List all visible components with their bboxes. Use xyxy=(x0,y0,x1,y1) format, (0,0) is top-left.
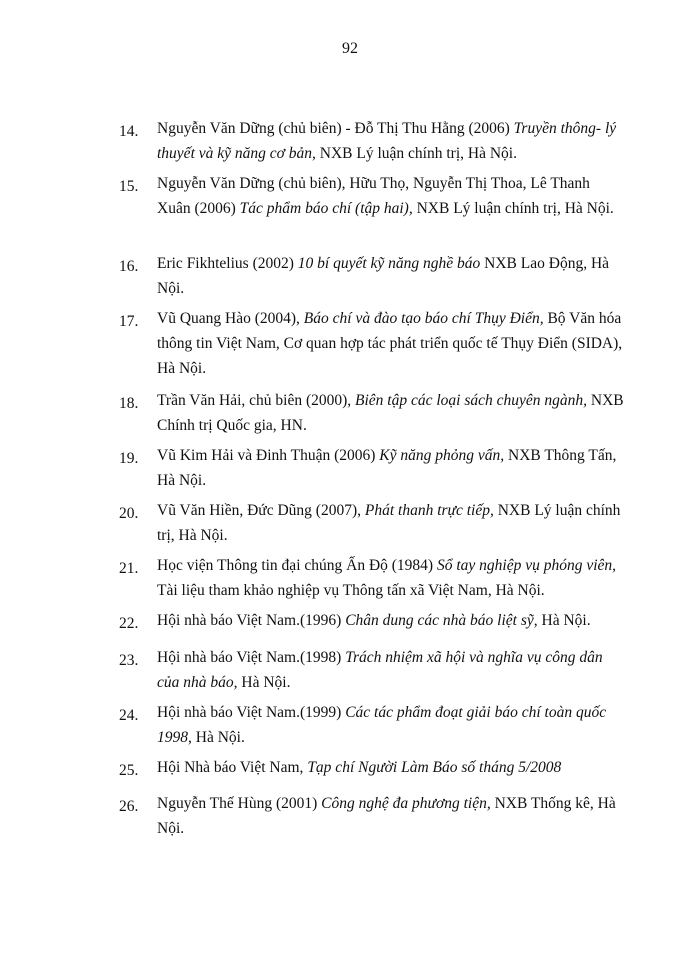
reference-title: Biên tập các loại sách chuyên ngành, xyxy=(355,392,588,409)
reference-text: Vũ Văn Hiền, Đức Dũng (2007), Phát thanh trực tiếp, NXB Lý luận chính trị, Hà Nội. xyxy=(157,502,621,544)
reference-number: 23. xyxy=(119,652,139,669)
reference-title: Chân dung các nhà báo liệt sỹ, xyxy=(345,612,538,629)
reference-number: 19. xyxy=(119,450,139,467)
reference-title: Kỹ năng phỏng vấn, xyxy=(379,447,505,464)
reference-number: 15. xyxy=(119,178,139,195)
reference-text: Trần Văn Hải, chủ biên (2000), Biên tập các loại sách chuyên ngành, NXB Chính trị Quốc gia, HN. xyxy=(157,392,624,434)
reference-text: Vũ Quang Hào (2004), Báo chí và đào tạo báo chí Thụy Điển, Bộ Văn hóa thông tin Việt Nam, Cơ quan hợp tác phát triển quốc tế Thụy Điển (SIDA), Hà Nội. xyxy=(157,310,623,377)
reference-text: Nguyễn Thế Hùng (2001) Công nghệ đa phương tiện, NXB Thống kê, Hà Nội. xyxy=(157,795,616,837)
reference-title: Tạp chí Người Làm Báo số tháng 5/2008 xyxy=(307,759,562,776)
reference-text: Nguyễn Văn Dững (chủ biên) - Đỗ Thị Thu Hằng (2006) Truyền thông- lý thuyết và kỹ năng cơ bản, NXB Lý luận chính trị, Hà Nội. xyxy=(157,120,617,162)
reference-text: Nguyễn Văn Dững (chủ biên), Hữu Thọ, Nguyễn Thị Thoa, Lê Thanh Xuân (2006) Tác phẩm báo chí (tập hai), NXB Lý luận chính trị, Hà Nội. xyxy=(157,175,614,217)
reference-text: Vũ Kim Hải và Đinh Thuận (2006) Kỹ năng phỏng vấn, NXB Thông Tấn, Hà Nội. xyxy=(157,447,617,489)
reference-title: Tác phẩm báo chí (tập hai), xyxy=(239,200,413,217)
reference-number: 18. xyxy=(119,395,139,412)
reference-title: Truyền thông- lý thuyết và kỹ năng cơ bản, xyxy=(157,120,617,162)
reference-text: Hội nhà báo Việt Nam.(1996) Chân dung các nhà báo liệt sỹ, Hà Nội. xyxy=(157,612,591,629)
reference-text: Hội nhà báo Việt Nam.(1999) Các tác phẩm đoạt giải báo chí toàn quốc 1998, Hà Nội. xyxy=(157,704,607,746)
reference-title: Các tác phẩm đoạt giải báo chí toàn quốc 1998, xyxy=(157,704,607,746)
reference-title: 10 bí quyết kỹ năng nghề báo xyxy=(297,255,481,272)
reference-text: Eric Fikhtelius (2002) 10 bí quyết kỹ năng nghề báo NXB Lao Động, Hà Nội. xyxy=(157,255,610,297)
reference-text: Hội nhà báo Việt Nam.(1998) Trách nhiệm xã hội và nghĩa vụ công dân của nhà báo, Hà Nội. xyxy=(157,649,603,691)
reference-number: 22. xyxy=(119,615,139,632)
reference-title: Báo chí và đào tạo báo chí Thụy Điển, xyxy=(303,310,544,327)
reference-number: 14. xyxy=(119,123,139,140)
page-number: 92 xyxy=(342,40,358,57)
reference-text: Học viện Thông tin đại chúng Ấn Độ (1984) Sổ tay nghiệp vụ phóng viên, Tài liệu tham khảo nghiệp vụ Thông tấn xã Việt Nam, Hà Nội. xyxy=(157,557,617,599)
reference-number: 26. xyxy=(119,798,139,815)
reference-number: 20. xyxy=(119,505,139,522)
reference-number: 16. xyxy=(119,258,139,275)
reference-number: 25. xyxy=(119,762,139,779)
reference-text: Hội Nhà báo Việt Nam, Tạp chí Người Làm Báo số tháng 5/2008 xyxy=(157,759,562,776)
reference-title: Phát thanh trực tiếp, xyxy=(364,502,494,519)
reference-title: Trách nhiệm xã hội và nghĩa vụ công dân của nhà báo, xyxy=(157,649,603,691)
reference-number: 24. xyxy=(119,707,139,724)
reference-title: Công nghệ đa phương tiện, xyxy=(321,795,491,812)
reference-title: Sổ tay nghiệp vụ phóng viên, xyxy=(436,557,617,574)
reference-number: 17. xyxy=(119,313,139,330)
reference-number: 21. xyxy=(119,560,139,577)
